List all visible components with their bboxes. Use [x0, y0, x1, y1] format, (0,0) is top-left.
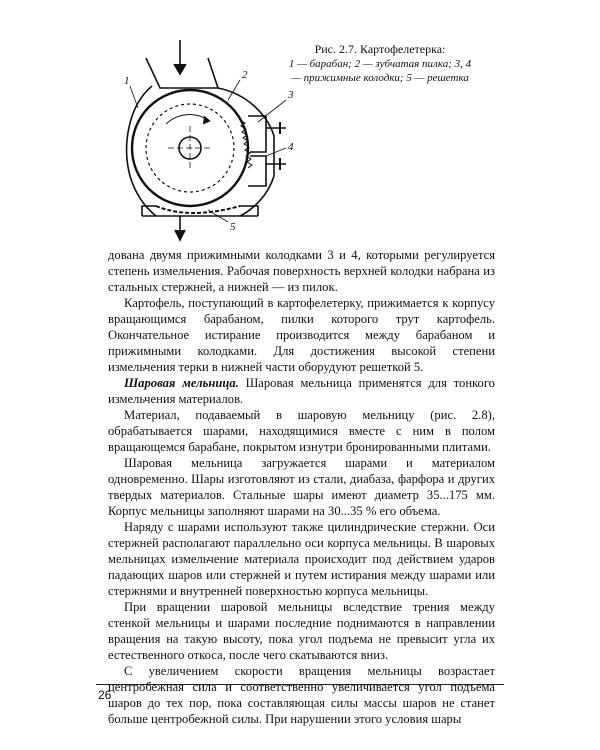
body-text: [108, 247, 495, 727]
hopper: [146, 58, 218, 88]
figure-label-4: 4: [288, 141, 294, 153]
figure-caption: [285, 42, 475, 85]
page-number: 26: [98, 688, 112, 702]
paragraph: С увеличением скорости вращения мельницы возрастает центробежная сила и соответственно увеличивается угол подъема шаров до тех пор, пока составляющая силы массы шаров не станет больше центробежной силы. При нарушении этого условия шары: [108, 664, 495, 726]
paragraph: Шаровая мельница загружается шарами и материалом одновременно. Шары изготовляют из стали, диабаза, фарфора и других твердых материалов. Стальные шары имеют диаметр 35...175 мм. Корпус мельницы заполняют шарами на 30...35 % его объема.: [108, 456, 495, 518]
caption-title: Рис. 2.7. Картофелетерка:: [314, 42, 446, 56]
paragraph: дована двумя прижимными колодками 3 и 4, которыми регулируется степень измельчения. Рабочая поверхность верхней колодки набрана из стальных стержней, а нижней — из пилок.: [108, 248, 495, 294]
paragraph: Материал, подаваемый в шаровую мельницу (рис. 2.8), обрабатывается шарами, находящимися вместе с ним в полом вращающемся барабане, покрытом изнутри бронированными плитами.: [108, 408, 495, 454]
figure-label-5: 5: [230, 221, 236, 233]
paragraph: [108, 375, 495, 407]
paragraph-text: Шаровая мельница применятся для тонкого измельчения материалов.: [108, 376, 495, 406]
figure-label-3: 3: [288, 89, 294, 101]
footer-rule: [96, 684, 504, 685]
paragraph: Картофель, поступающий в картофелетерку, прижимается к корпусу вращающимся барабаном, пилки которого трут картофель. Окончательное истирание производится между барабаном и прижимными колодками. Для достижения высокой степени измельчения терки в нижней части оборудуют решеткой 5.: [108, 296, 495, 374]
section-run-in-heading: Шаровая мельница.: [124, 376, 239, 390]
figure-label-1: 1: [124, 75, 130, 87]
paragraph: Наряду с шарами используют также цилиндрические стержни. Оси стержней располагают параллельно оси корпуса мельницы. В шаровых мельницах измельчение материала происходит под действием ударов падающих шаров или стержней и путем истирания между шарами или стержнями и внутренней поверхностью корпуса мельницы.: [108, 520, 495, 598]
grate: [156, 206, 240, 213]
figure-label-2: 2: [242, 69, 248, 81]
paragraph: При вращении шаровой мельницы вследствие трения между стенкой мельницы и шарами последние поднимаются в направлении вращения на такую высоту, пока угол подъема не превысит угла их естественного откоса, после чего скатываются вниз.: [108, 600, 495, 662]
upper-pressure-block: [248, 116, 266, 152]
caption-text: 1 — барабан; 2 — зубчатая пилка; 3, 4 — прижимные колодки; 5 — решетка: [288, 58, 472, 84]
lower-pressure-block: [248, 156, 266, 186]
